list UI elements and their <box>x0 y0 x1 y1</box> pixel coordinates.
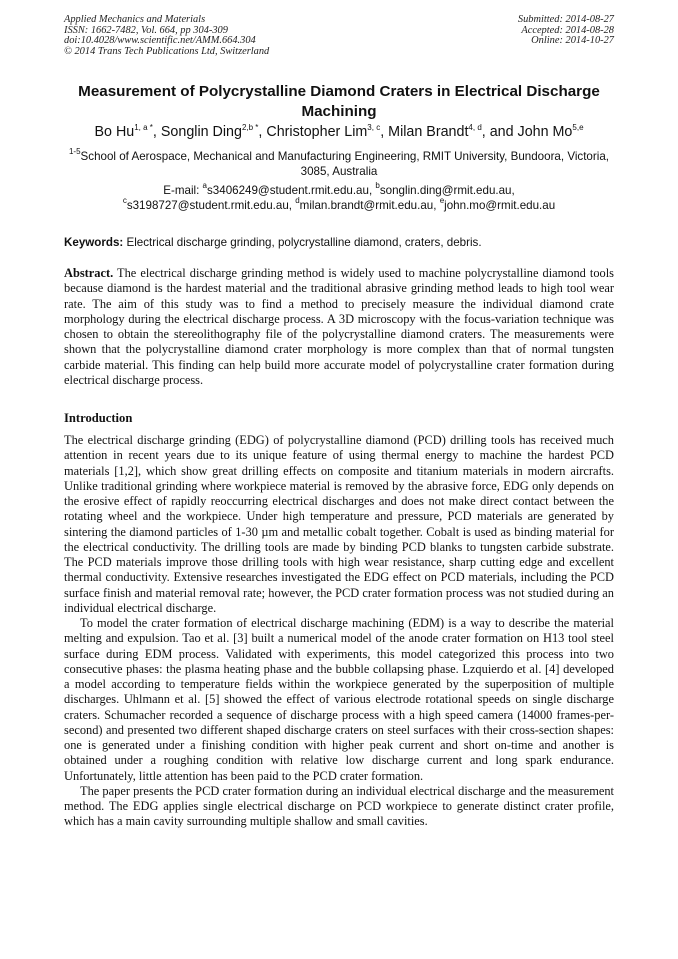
author-separator: , and <box>481 124 518 140</box>
author-name: Milan Brandt <box>388 124 469 140</box>
keywords-label: Keywords: <box>64 236 124 249</box>
introduction-body <box>64 433 614 830</box>
email-line <box>50 181 628 199</box>
journal-name: Applied Mechanics and Materials <box>64 14 206 25</box>
author-separator: , <box>258 124 267 140</box>
email-superscript: c <box>122 195 127 205</box>
email-superscript: b <box>375 181 380 190</box>
submitted-date: Submitted: 2014-08-27 <box>517 14 614 25</box>
paragraph: To model the crater formation of electrical discharge machining (EDM) is a way to describe the material melting and expulsion. Tao et al. [3] built a numerical model of the anode crater formation on H13 tool steel surface during EDM process. Validated with experiments, this model categorized this process into two consecutive phases: the plasma heating phase and the bubble collapsing phase. Lzquierdo et al. [4] developed a model according to temperature fields within the workpiece generated by the superposition of multiple discharges. Uhlmann et al. [5] showed the effect of various electrode rotational speeds on single discharge craters. Schumacher recorded a sequence of discharge process with a high speed camera (14000 frames-per-second) and presented two different shaped discharge craters on steel surfaces with their cross-section shapes: one is generated under a finishing condition with higher peak current and short on-time and another is obtained under a roughing condition with relative low discharge current and long spark endurance. Unfortunately, little attention has been paid to the PCD crater formation. <box>64 616 614 783</box>
journal-issn: ISSN: 1662-7482, Vol. 664, pp 304-309 <box>64 24 228 36</box>
abstract <box>64 266 614 388</box>
author-name: Songlin Ding <box>160 124 242 140</box>
accepted-date: Accepted: 2014-08-28 <box>521 24 614 36</box>
email-address: s3198727@student.rmit.edu.au <box>126 198 289 212</box>
author-separator: , <box>380 124 389 140</box>
paper-title: Measurement of Polycrystalline Diamond Craters in Electrical Discharge Machining <box>78 83 600 120</box>
journal-header-right <box>518 15 614 47</box>
abstract-text: The electrical discharge grinding method is widely used to machine polycrystalline diamond tools because diamond is the hardest material and the traditional abrasive grinding method leads to high tool wear rate. The aim of this study was to find a method to precisely measure the individual diamond crate morphology during the electrical discharge process. A 3D microscopy with the focus-variation technique was chosen to obtain the stereolithography file of the polycrystalline diamond craters. The measurements were shown that the polycrystalline diamond crater morphology is more complex than that of normal tungsten carbide material. This finding can help build more accurate model of polycrystalline crater formation during electrical discharge process. <box>64 266 614 388</box>
paragraph: The electrical discharge grinding (EDG) of polycrystalline diamond (PCD) drilling tools has received much attention in recent years due to its unique feature of using thermal energy to machine the hardest PCD materials [1,2], which show great drilling effects on composite and titanium materials in modern aircrafts. Unlike traditional grinding where workpiece material is removed by the abrasive force, EDG only depends on the erosive effect of rapidly reoccurring electrical discharges and does not make direct contact between the rotating wheel and the workpiece. Under high temperature and pressure, PCD materials are generated by sintering the diamond particles of 1-30 µm and metallic cobalt together. Cobalt is used as binding material for the electrical conductivity. The drilling tools are made by binding PCD blanks to tungsten carbide substrate. The PCD materials improve those drilling tools with high wear resistance, sharp cutting edge and excellent thermal conductivity. Extensive researches investigated the EDG effect on PCD materials, including the PCD surface finish and material removal rate; however, the PCD crater formation process was not studied during an individual electrical discharge. <box>64 433 614 615</box>
email-separator: , <box>511 184 515 197</box>
keywords <box>64 236 614 250</box>
email-separator: , <box>433 198 440 212</box>
email-superscript: e <box>439 195 445 205</box>
section-heading-introduction: Introduction <box>64 411 133 425</box>
journal-header-left <box>64 15 269 57</box>
affiliation-superscript: 1-5 <box>68 147 81 156</box>
author-superscript: 3, c <box>367 123 381 132</box>
email-address: john.mo@rmit.edu.au <box>444 198 556 212</box>
keywords-text: Electrical discharge grinding, polycrystalline diamond, craters, debris. <box>123 236 482 249</box>
author-name: John Mo <box>517 124 573 140</box>
paragraph: The paper presents the PCD crater formation during an individual electrical discharge and the measurement method. The EDG applies single electrical discharge on PCD workpiece to generate distinct crater profile, which has a main cavity surrounding multiple shallow and small cavities. <box>64 783 614 829</box>
journal-doi: doi:10.4028/www.scientific.net/AMM.664.304 <box>64 35 256 47</box>
email-address: milan.brandt@rmit.edu.au <box>299 198 434 212</box>
author-list <box>30 123 648 141</box>
abstract-label: Abstract. <box>64 266 114 280</box>
email-superscript: d <box>295 195 300 205</box>
email-address: songlin.ding@rmit.edu.au <box>379 184 512 197</box>
email-separator: , <box>288 198 296 212</box>
email-address: s3406249@student.rmit.edu.au <box>207 184 369 197</box>
email-line <box>50 195 628 214</box>
author-superscript: 1, a * <box>134 123 153 132</box>
online-date: Online: 2014-10-27 <box>531 35 614 47</box>
author-superscript: 4, d <box>468 123 482 132</box>
author-name: Christopher Lim <box>266 124 368 140</box>
email-block <box>50 181 628 213</box>
email-prefix: E-mail: <box>163 184 203 197</box>
affiliation-text: School of Aerospace, Mechanical and Manufacturing Engineering, RMIT University, Bundoora, Victoria, 3085, Australia <box>80 150 609 178</box>
author-superscript: 2,b * <box>241 123 259 132</box>
author-name: Bo Hu <box>94 124 135 140</box>
email-separator: , <box>368 184 376 197</box>
email-superscript: a <box>202 181 207 190</box>
affiliation <box>60 147 618 179</box>
author-separator: , <box>152 124 161 140</box>
author-superscript: 5,e <box>572 123 584 132</box>
journal-copyright: © 2014 Trans Tech Publications Ltd, Switzerland <box>64 45 270 57</box>
